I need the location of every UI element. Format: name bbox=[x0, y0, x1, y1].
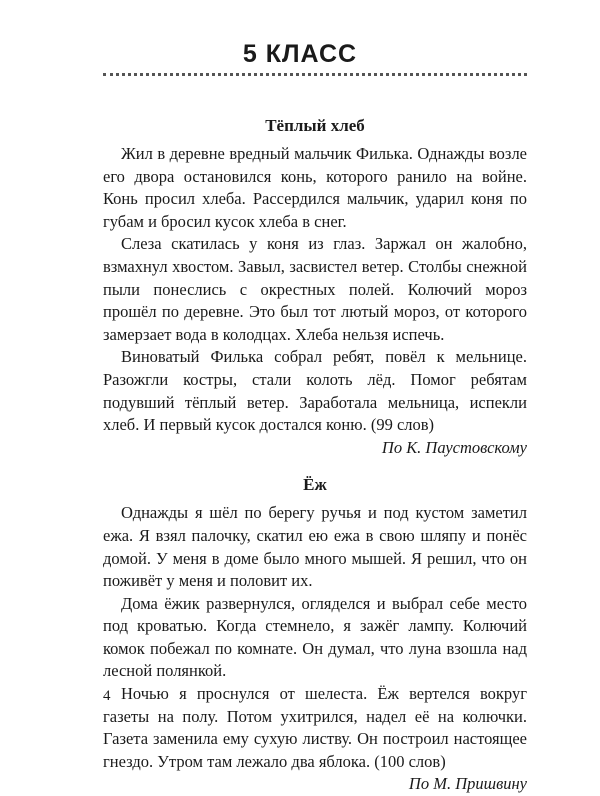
story-paragraph: Однажды я шёл по берегу ручья и под кустом заметил ежа. Я взял палочку, скатил ею ежа в свою шляпу и понёс домой. У меня в доме было много мышей. Я решил, что он поживёт у меня и половит их. bbox=[103, 503, 527, 591]
story-title: Ёж bbox=[303, 475, 327, 495]
story-hedgehog bbox=[103, 474, 527, 796]
story-title: Тёплый хлеб bbox=[265, 116, 365, 135]
story-author: По М. Пришвину bbox=[408, 774, 527, 794]
page-content bbox=[103, 115, 527, 796]
story-paragraph: Дома ёжик развернулся, огляделся и выбрал себе место под кроватью. Когда стемнело, я зажёг лампу. Колючий комок побежал по комнате. Он думал, что луна взошла над лесной полянкой. bbox=[103, 593, 527, 681]
page-title: 5 КЛАСС bbox=[242, 40, 358, 68]
story-paragraph: Ночью я проснулся от шелеста. Ёж вертелся вокруг газеты на полу. Потом ухитрился, надел её на колючки. Газета заменила ему сухую листву. Он построил настоящее гнездо. Утром там лежало два яблока. (100 слов) bbox=[103, 684, 527, 771]
story-paragraph: Слеза скатилась у коня из глаз. Заржал он жалобно, взмахнул хвостом. Завыл, засвистел ветер. Столбы снежной пыли понеслись с окрестных полей. Колючий мороз прошёл по деревне. Это был тот лютый мороз, от которого замерзает вода в колодцах. Хлеба нельзя испечь. bbox=[103, 234, 527, 344]
story-author: По К. Паустовскому bbox=[381, 437, 527, 457]
title-divider bbox=[103, 73, 527, 76]
story-warm-bread bbox=[103, 115, 527, 459]
story-paragraph: Жил в деревне вредный мальчик Филька. Однажды возле его двора остановился конь, которого ранило на войне. Конь просил хлеба. Рассердился мальчик, ударил коня по губам и бросил кусок хлеба в снег. bbox=[103, 144, 527, 231]
story-paragraph: Виноватый Филька собрал ребят, повёл к мельнице. Разожгли костры, стали колоть лёд. Помог ребятам подувший тёплый ветер. Заработала мельница, испекли хлеб. И первый кусок достался коню. (99 слов) bbox=[103, 347, 527, 435]
page-number: 4 bbox=[103, 688, 111, 704]
